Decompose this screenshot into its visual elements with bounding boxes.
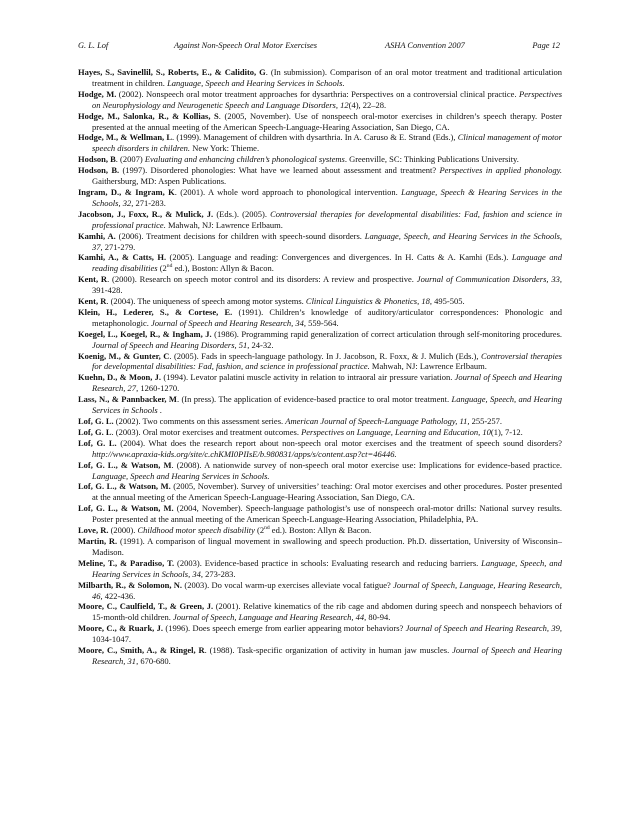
header-title: Against Non-Speech Oral Motor Exercises	[174, 41, 317, 50]
reference-entry	[78, 111, 562, 133]
ref-authors: Hayes, S., Savinellil, S., Roberts, E., & Calidito, G	[78, 67, 266, 77]
header-author: G. L. Lof	[78, 41, 109, 50]
ref-source: Clinical Linguistics & Phonetics, 18	[305, 296, 430, 307]
reference-entry	[78, 623, 562, 645]
ref-authors: Martin, R.	[78, 535, 118, 546]
ref-text-end: ed.). Boston: Allyn & Bacon.	[269, 525, 372, 536]
ref-source: Language, Speech and Hearing Services in Schools.	[92, 470, 270, 481]
ref-authors: Lass, N., & Pannbacker, M	[78, 394, 177, 405]
ref-source: Perspectives on Neurophysiology and Neurogenetic Speech and Language Disorders, 12	[92, 88, 562, 110]
ref-source: Childhood motor speech disability	[137, 525, 255, 536]
ref-text: (1994). Levator palatini muscle activity in relation to intraoral air pressure variation.	[161, 372, 455, 383]
ref-source: American Journal of Speech-Language Pathology, 11,	[285, 416, 470, 426]
reference-entry	[78, 394, 562, 416]
ref-authors: Hodge, M.	[78, 88, 117, 99]
ref-text-after: .	[157, 405, 162, 416]
ref-text: . (2004). The uniqueness of speech among motor systems.	[106, 296, 306, 307]
ref-text: . (2007)	[115, 154, 145, 165]
ref-authors: Jacobson, J., Foxx, R., & Mulick, J.	[78, 208, 214, 219]
header-page-number: Page 12	[532, 41, 560, 50]
reference-entry	[78, 536, 562, 558]
ref-authors: Kent, R	[78, 274, 108, 285]
reference-entry	[78, 231, 562, 253]
ref-authors: Moore, C., & Ruark, J.	[78, 623, 164, 634]
ref-source: Controversial therapies for developmental disabilities: Fad, fashion, and science in professional practice.	[92, 350, 562, 372]
ref-text-after: , 391-428.	[92, 274, 563, 296]
ref-source: Journal of Speech and Hearing Research, 27	[92, 372, 563, 394]
ref-authors: Meline, T., & Paradiso, T.	[78, 557, 175, 568]
ref-text: (1996). Does speech emerge from earlier appearing motor behaviors?	[163, 623, 406, 634]
ref-authors: Klein, H., Lederer, S., & Cortese, E.	[78, 306, 233, 317]
ref-text: (1991). Children’s knowledge of auditory/articulator correspondences: Phonologic and metaphonologic.	[92, 306, 562, 328]
ref-text-after: Mahwah, NJ: Lawrence Erlbaum.	[165, 219, 283, 230]
reference-entry	[78, 645, 562, 667]
ref-authors: Ingram, D., & Ingram, K	[78, 186, 175, 197]
reference-entry	[78, 580, 562, 602]
ref-text: (2006). Treatment decisions for children with speech-sound disorders.	[115, 230, 365, 241]
ref-authors: Lof, G. L.	[78, 437, 117, 448]
ref-authors: Hodson, B.	[78, 165, 120, 176]
reference-entry	[78, 252, 562, 274]
ref-text-after: Gaithersburg, MD: Aspen Publications.	[92, 176, 227, 187]
ref-authors: Kamhi, A.	[78, 230, 116, 241]
ref-authors: Kent, R	[78, 296, 107, 307]
reference-entry	[78, 329, 562, 351]
ref-text: (1997). Disordered phonologies: What have we learned about assessment and treatment?	[119, 165, 440, 176]
ref-text-after: New York: Thieme.	[190, 143, 260, 154]
ref-text-after: (2	[254, 525, 265, 536]
ref-text-after: 255-257.	[469, 416, 503, 426]
ref-text: . (2005). Fads in speech-language pathology. In J. Jacobson, R. Foxx, & J. Mulich (Eds.),	[169, 350, 481, 361]
ref-text-after: (2	[157, 263, 167, 274]
ref-authors: Lof, G. L., & Watson, M.	[78, 503, 174, 514]
ref-source: Journal of Speech, Language and Hearing Research, 44	[172, 612, 365, 623]
ref-text-after: , 24-32.	[247, 339, 274, 350]
ref-source: Language, Speech, and Hearing Services in Schools, 34	[92, 557, 563, 579]
running-header	[78, 39, 560, 53]
ref-text-after: , 670-680.	[136, 655, 171, 666]
ref-text: . (In press). The application of evidence-based practice to oral motor treatment.	[176, 394, 452, 405]
ref-source: Journal of Speech and Hearing Research, 39	[405, 623, 560, 634]
reference-entry	[78, 416, 562, 427]
ref-source: Language, Speech, and Hearing Services in Schools	[92, 394, 562, 416]
ref-text: . (2003). Oral motor exercises and treatment outcomes.	[111, 426, 302, 437]
ref-text-after: , 1034-1047.	[92, 623, 563, 645]
ref-source: Perspectives on Language, Learning and Education, 10	[301, 426, 491, 437]
ref-superscript: nd	[264, 525, 270, 532]
ref-source: Language and reading disabilities	[92, 252, 562, 274]
ref-source: Journal of Speech and Hearing Research, 34	[151, 317, 304, 328]
ref-source: Journal of Speech and Hearing Disorders, 51	[92, 339, 248, 350]
ref-text: (Eds.). (2005).	[213, 208, 271, 219]
reference-entry	[78, 525, 562, 536]
ref-source: Language, Speech & Hearing Services in the Schools, 32	[92, 186, 563, 208]
ref-text-after: , 271-279.	[100, 241, 136, 252]
ref-authors: Hodson, B	[78, 154, 116, 165]
ref-source: Clinical management of motor speech disorders in children.	[92, 132, 562, 154]
ref-authors: Kuehn, D., & Moon, J.	[78, 372, 162, 383]
ref-superscript: nd	[166, 263, 173, 270]
ref-text-after: , 271-283.	[131, 197, 166, 208]
reference-entry	[78, 154, 562, 165]
ref-text: . (2008). A nationwide survey of non-speech oral motor exercise use: Implications for evidence-based practice.	[171, 459, 562, 470]
ref-text: (1991). A comparison of lingual movement in swallowing and speech production. Ph.D. dissertation, University of Wisconsin–Madison.	[92, 535, 562, 557]
ref-text: (2005). Language and reading: Convergences and divergences. In H. Catts & A. Kamhi (Eds.).	[166, 252, 512, 263]
reference-entry	[78, 307, 562, 329]
ref-authors: Love, R.	[78, 525, 109, 536]
ref-text-after: (4), 22–28.	[348, 99, 387, 110]
reference-entry	[78, 67, 562, 89]
ref-text-after: (1), 7-12.	[490, 426, 523, 437]
reference-entry	[78, 209, 562, 231]
reference-entry	[78, 427, 562, 438]
ref-source: Journal of Speech and Hearing Research, 31	[92, 645, 563, 666]
ref-text: (1986). Programming rapid generalization of correct articulation through self-monitoring procedures.	[211, 328, 562, 339]
ref-authors: Koenig, M., & Gunter, C	[78, 350, 170, 361]
ref-text-after: , 495-505.	[429, 296, 465, 307]
ref-source: Evaluating and enhancing children’s phonological systems	[144, 154, 345, 165]
ref-text-after: , 559-564.	[303, 317, 339, 328]
ref-source: Controversial therapies for developmental disabilities: Fad, fashion and science in professional practice.	[92, 208, 563, 230]
ref-text: . (2005, November). Use of nonspeech oral-motor exercises in children’s speech therapy. Poster presented at the annual meeting of the American Speech-Language-Hearing Association, San Diego, CA.	[92, 110, 562, 132]
ref-text: (2003). Do vocal warm-up exercises alleviate vocal fatigue?	[182, 579, 394, 590]
reference-entry	[78, 481, 562, 503]
reference-entry	[78, 274, 562, 296]
ref-authors: Lof, G. L	[78, 426, 112, 437]
reference-entry	[78, 351, 562, 373]
ref-authors: Lof, G. L., & Watson, M	[78, 459, 172, 470]
ref-authors: Lof, G. L.	[78, 416, 114, 426]
ref-authors: Moore, C., Caulfield, T., & Green, J.	[78, 601, 214, 612]
reference-entry	[78, 438, 562, 460]
reference-entry	[78, 558, 562, 580]
ref-text: . (2001). A whole word approach to phonological intervention.	[174, 186, 402, 197]
ref-text-end: ed.), Boston: Allyn & Bacon.	[172, 263, 274, 274]
ref-text: . (1999). Management of children with dysarthria. In A. Caruso & E. Strand (Eds.),	[172, 132, 458, 143]
ref-text: (2005, November). Survey of universities’ teaching: Oral motor exercises and other procedures. Poster presented at the annual meeting of the American Speech-Language-Hearing Association, San Diego, CA.	[92, 481, 562, 503]
ref-source: Perspectives in applied phonology.	[439, 165, 563, 176]
ref-text-after: . Greenville, SC: Thinking Publications University.	[344, 154, 519, 165]
ref-authors: Moore, C., Smith, A., & Ringel, R	[78, 645, 205, 656]
ref-source: Language, Speech and Hearing Services in Schools.	[167, 77, 345, 88]
ref-text-after: Mahwah, NJ: Lawrence Erlbaum.	[369, 361, 487, 372]
reference-list	[78, 67, 562, 667]
ref-authors: Lof, G. L., & Watson, M.	[78, 481, 171, 492]
ref-source: Journal of Speech, Language, Hearing Research, 46	[92, 579, 562, 601]
ref-text: . (1988). Task-specific organization of activity in human jaw muscles.	[204, 645, 453, 656]
ref-source: Journal of Communication Disorders, 33	[416, 274, 560, 285]
ref-text-after: , 422-436.	[100, 590, 136, 601]
reference-entry	[78, 165, 562, 187]
reference-entry	[78, 372, 562, 394]
reference-entry	[78, 460, 562, 482]
reference-entry	[78, 296, 562, 307]
ref-source: http://www.apraxia-kids.org/site/c.chKMI0PIIsE/b.980831/apps/s/content.asp?ct=46446.	[92, 448, 397, 459]
ref-text: (2002). Nonspeech oral motor treatment approaches for dysarthria: Perspectives on a controversial clinical practice.	[116, 88, 520, 99]
reference-entry	[78, 132, 562, 154]
ref-text: (2004). What does the research report about non-speech oral motor exercises and the treatment of speech sound disorders?	[116, 437, 563, 448]
ref-authors: Koegel, L., Koegel, R., & Ingham, J.	[78, 328, 212, 339]
ref-authors: Milbarth, R., & Solomon, N.	[78, 579, 183, 590]
ref-text-after: , 80-94.	[364, 612, 391, 623]
header-conference: ASHA Convention 2007	[385, 41, 465, 50]
ref-text: (2002). Two comments on this assessment series.	[113, 416, 286, 426]
ref-text: (2003). Evidence-based practice in schools: Evaluating research and reducing barriers.	[174, 557, 482, 568]
ref-text-after: , 273-283.	[200, 568, 236, 579]
reference-entry	[78, 187, 562, 209]
ref-source: Language, Speech, and Hearing Services in the Schools, 37	[92, 230, 563, 252]
reference-entry	[78, 503, 562, 525]
ref-text: . (In submission). Comparison of an oral motor treatment and traditional articulation treatment in children.	[92, 67, 563, 88]
reference-entry	[78, 89, 562, 111]
ref-text: . (2000). Research on speech motor control and its disorders: A review and prospective.	[107, 274, 417, 285]
ref-authors: Hodge, M., & Wellman, L	[78, 132, 173, 143]
reference-entry	[78, 601, 562, 623]
ref-text: (2004, November). Speech-language pathologist’s use of nonspeech oral-motor drills: National survey results. Poster presented at the annual meeting of the American Speech-Language-Hearing Association, Philadelphia, PA.	[92, 503, 562, 525]
ref-authors: Hodge, M., Salonka, R., & Kollias, S	[78, 110, 219, 121]
ref-text: (2000).	[108, 525, 138, 536]
ref-text: (2001). Relative kinematics of the rib cage and abdomen during speech and nonspeech behaviors of 15-month-old children.	[92, 601, 562, 623]
ref-text-after: , 1260-1270.	[136, 383, 180, 394]
ref-authors: Kamhi, A., & Catts, H.	[78, 252, 167, 263]
